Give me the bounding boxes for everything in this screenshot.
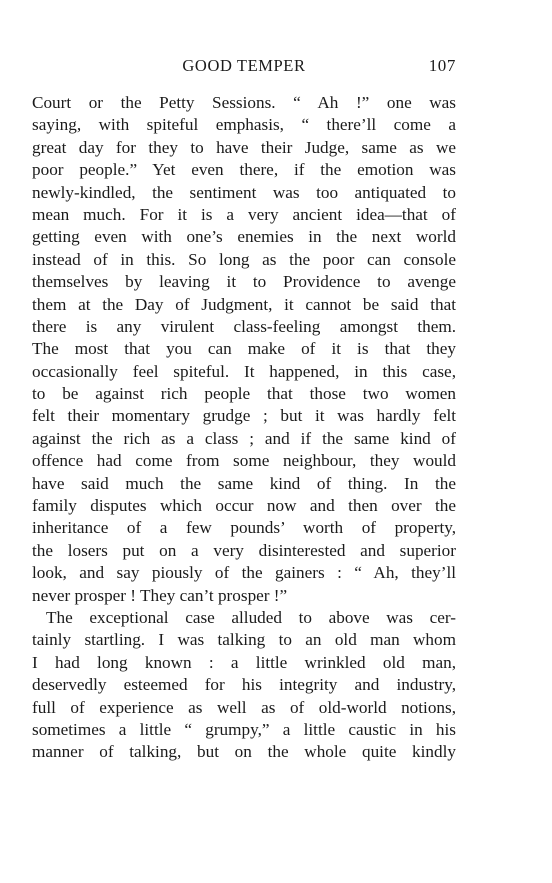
text-line: have said much the same kind of thing. In the bbox=[32, 473, 456, 493]
text-line: instead of in this. So long as the poor can console bbox=[32, 249, 456, 269]
text-line: Court or the Petty Sessions. “ Ah !” one was bbox=[32, 93, 456, 112]
text-line: I had long known : a little wrinkled old man, bbox=[32, 652, 456, 672]
text-line: The most that you can make of it is that they bbox=[32, 339, 456, 359]
text-line: inheritance of a few pounds’ worth of property, bbox=[32, 518, 456, 538]
running-title: GOOD TEMPER bbox=[182, 56, 306, 75]
text-line: occasionally feel spiteful. It happened, in this case, bbox=[32, 361, 456, 381]
text-line: great day for they to have their Judge, same as we bbox=[32, 137, 456, 157]
text-line: look, and say piously of the gainers : “ Ah, they’ll bbox=[32, 563, 456, 583]
text-line: getting even with one’s enemies in the next world bbox=[32, 227, 456, 247]
text-line: felt their momentary grudge ; but it was hardly felt bbox=[32, 406, 456, 426]
text-line: to be against rich people that those two women bbox=[32, 384, 456, 404]
body-text bbox=[32, 92, 456, 764]
text-line: offence had come from some neighbour, they would bbox=[32, 451, 456, 471]
text-line: deservedly esteemed for his integrity and industry, bbox=[32, 675, 456, 695]
text-line: The exceptional case alluded to above was cer- bbox=[46, 607, 456, 627]
running-head bbox=[32, 56, 456, 78]
text-line: against the rich as a class ; and if the same kind of bbox=[32, 428, 456, 448]
text-line: saying, with spiteful emphasis, “ there’ll come a bbox=[32, 115, 456, 135]
text-line: there is any virulent class-feeling amongst them. bbox=[32, 316, 456, 336]
text-line: mean much. For it is a very ancient idea—that of bbox=[32, 204, 456, 224]
text-line: never prosper ! They can’t prosper !” bbox=[32, 585, 288, 605]
text-line: the losers put on a very disinterested and superior bbox=[32, 540, 456, 560]
text-line: sometimes a little “ grumpy,” a little caustic in his bbox=[32, 719, 456, 739]
text-line: them at the Day of Judgment, it cannot be said that bbox=[32, 294, 456, 314]
text-line: themselves by leaving it to Providence to avenge bbox=[32, 272, 456, 292]
text-line: manner of talking, but on the whole quite kindly bbox=[32, 742, 456, 762]
text-line: newly-kindled, the sentiment was too antiquated to bbox=[32, 182, 456, 202]
page-number: 107 bbox=[428, 56, 456, 75]
text-line: family disputes which occur now and then over the bbox=[32, 496, 456, 516]
text-line: tainly startling. I was talking to an old man whom bbox=[32, 630, 456, 650]
text-line: poor people.” Yet even there, if the emotion was bbox=[32, 160, 456, 180]
text-line: full of experience as well as of old-world notions, bbox=[32, 697, 456, 717]
